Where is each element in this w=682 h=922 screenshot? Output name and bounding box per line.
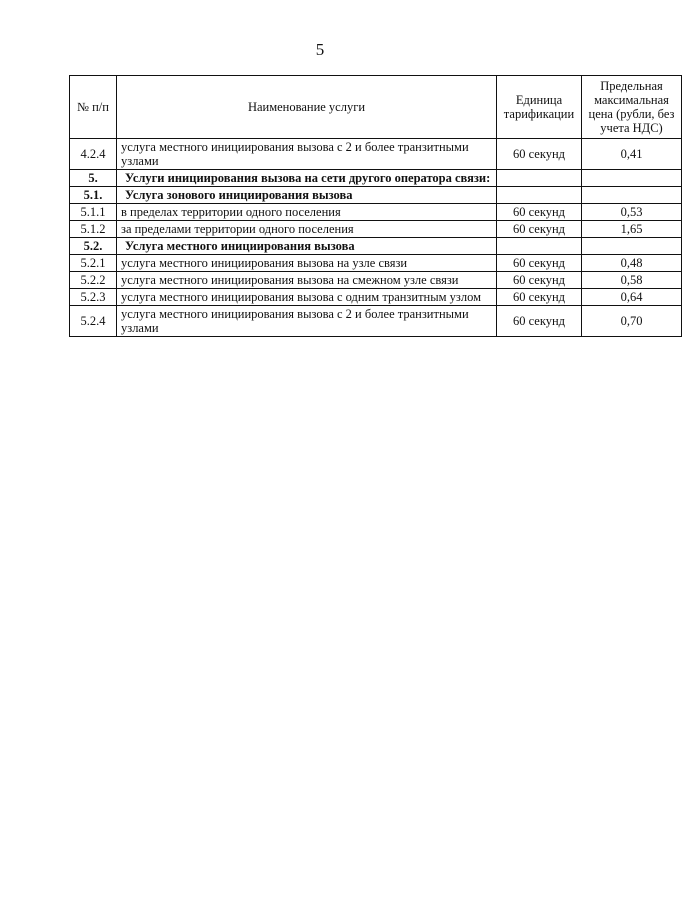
service-name-cell: услуга местного инициирования вызова с 2 и более транзитными узлами [117,306,497,337]
row-number-cell: 5.2.3 [70,289,117,306]
table-row [70,139,682,170]
tariff-unit-cell: 60 секунд [497,306,582,337]
table-row [70,289,682,306]
table-row [70,170,682,187]
price-cell [582,170,682,187]
row-number-cell: 5.1.2 [70,221,117,238]
service-name-cell: услуга местного инициирования вызова на смежном узле связи [117,272,497,289]
header-unit: Единица тарификации [497,76,582,139]
table-row [70,255,682,272]
service-name-cell: Услуга зонового инициирования вызова [117,187,497,204]
table-header-row [70,76,682,139]
service-name-cell: услуга местного инициирования вызова с одним транзитным узлом [117,289,497,306]
price-cell: 0,48 [582,255,682,272]
header-price: Предельная максимальная цена (рубли, без учета НДС) [582,76,682,139]
tariff-unit-cell: 60 секунд [497,204,582,221]
service-name-cell: Услуги инициирования вызова на сети другого оператора связи: [117,170,497,187]
page-number: 5 [315,40,325,59]
tariff-unit-cell [497,187,582,204]
table-row [70,272,682,289]
price-cell [582,187,682,204]
table-body [70,139,682,337]
row-number-cell: 4.2.4 [70,139,117,170]
header-num: № п/п [70,76,117,139]
tariff-unit-cell: 60 секунд [497,221,582,238]
price-cell: 0,64 [582,289,682,306]
price-cell: 0,58 [582,272,682,289]
row-number-cell: 5.2.1 [70,255,117,272]
service-name-cell: за пределами территории одного поселения [117,221,497,238]
price-cell: 0,53 [582,204,682,221]
service-name-cell: в пределах территории одного поселения [117,204,497,221]
price-cell [582,238,682,255]
tariff-unit-cell: 60 секунд [497,139,582,170]
table-row [70,187,682,204]
row-number-cell: 5.2.2 [70,272,117,289]
table-row [70,221,682,238]
service-name-cell: Услуга местного инициирования вызова [117,238,497,255]
table-row [70,238,682,255]
tariff-table [69,75,682,337]
tariff-unit-cell: 60 секунд [497,272,582,289]
table-row [70,306,682,337]
price-cell: 1,65 [582,221,682,238]
tariff-unit-cell [497,238,582,255]
tariff-unit-cell: 60 секунд [497,289,582,306]
row-number-cell: 5.1.1 [70,204,117,221]
header-name: Наименование услуги [117,76,497,139]
service-name-cell: услуга местного инициирования вызова с 2 и более транзитными узлами [117,139,497,170]
tariff-unit-cell: 60 секунд [497,255,582,272]
price-cell: 0,70 [582,306,682,337]
row-number-cell: 5.2. [70,238,117,255]
row-number-cell: 5. [70,170,117,187]
row-number-cell: 5.2.4 [70,306,117,337]
service-name-cell: услуга местного инициирования вызова на узле связи [117,255,497,272]
price-cell: 0,41 [582,139,682,170]
table-row [70,204,682,221]
tariff-unit-cell [497,170,582,187]
row-number-cell: 5.1. [70,187,117,204]
